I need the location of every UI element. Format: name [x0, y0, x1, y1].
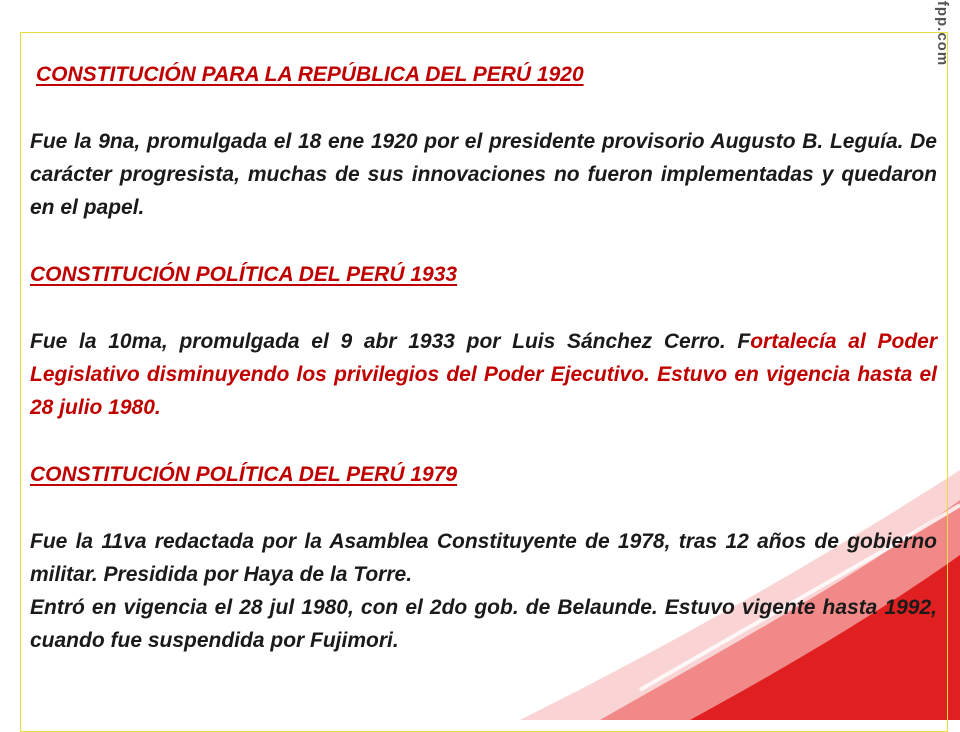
paragraph-1933: [30, 325, 937, 424]
slide-content: [30, 58, 937, 657]
heading-constitucion-1920: CONSTITUCIÓN PARA LA REPÚBLICA DEL PERÚ 1920: [36, 63, 584, 86]
brand-logo: [930, 2, 956, 64]
paragraph-1920: Fue la 9na, promulgada el 18 ene 1920 por el presidente provisorio Augusto B. Leguía. De carácter progresista, muchas de sus innovaciones no fueron implementadas y quedaron en el papel.: [30, 130, 937, 219]
paragraph-1933-part-b: ortalecía al Poder Legislativo disminuyendo los privilegios del Poder Ejecutivo. Estuvo en vigencia hasta el 28 julio 1980.: [30, 330, 938, 419]
heading-constitucion-1933: CONSTITUCIÓN POLÍTICA DEL PERÚ 1933: [30, 263, 458, 286]
paragraph-1979-a: Fue la 11va redactada por la Asamblea Constituyente de 1978, tras 12 años de gobierno militar. Presidida por Haya de la Torre.: [30, 530, 937, 586]
paragraph-1933-part-a: Fue la 10ma, promulgada el 9 abr 1933 por Luis Sánchez Cerro. F: [30, 330, 751, 353]
heading-constitucion-1979: CONSTITUCIÓN POLÍTICA DEL PERÚ 1979: [30, 463, 458, 486]
paragraph-1979-b: Entró en vigencia el 28 jul 1980, con el 2do gob. de Belaunde. Estuvo vigente hasta 1992, cuando fue suspendida por Fujimori.: [30, 596, 937, 652]
brand-logo-text: fpp.com: [934, 0, 952, 66]
